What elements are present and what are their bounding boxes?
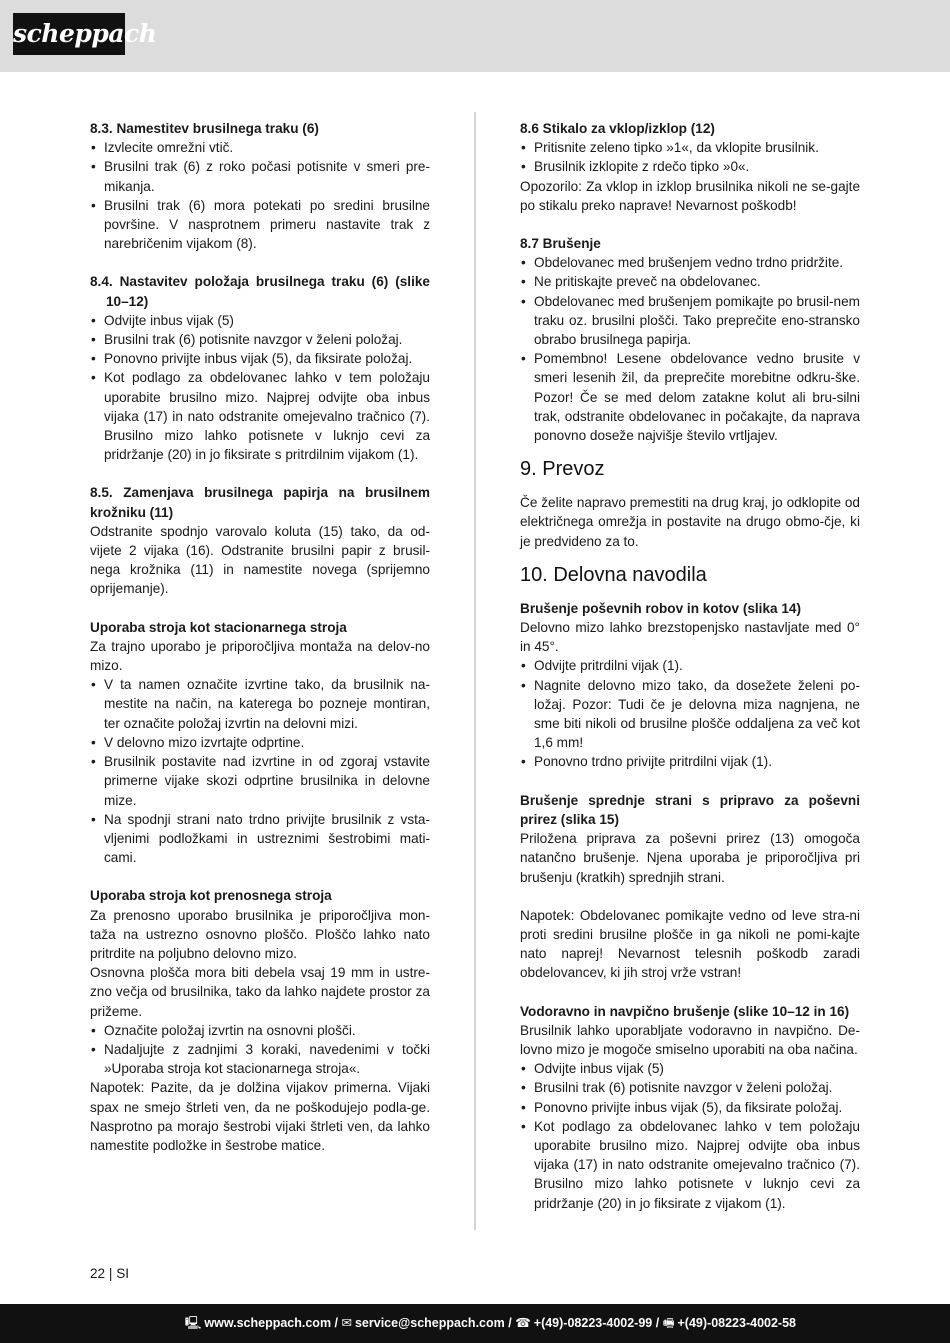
- list-item: • Obdelovanec med brušenjem vedno trdno pridržite.: [520, 253, 860, 272]
- section-8-7-list: [520, 253, 860, 445]
- list-item: • Odvijte pritrdilni vijak (1).: [520, 656, 860, 675]
- portable-use-note: Napotek: Pazite, da je dolžina vijakov primerna. Vijaki spax ne smejo štrleti ven, da ne poškodujejo podla-ge. Nasprotno pa morajo šestrobi vijaki štrleti ven, da lahko namestite podložke in šestrobe matice.: [90, 1080, 430, 1153]
- stationary-use-title: Uporaba stroja kot stacionarnega stroja: [90, 619, 347, 635]
- portable-use-title: Uporaba stroja kot prenosnega stroja: [90, 888, 332, 904]
- list-item: • Ponovno privijte inbus vijak (5), da fiksirate položaj.: [90, 349, 430, 368]
- section-8-5-title: 8.5. Zamenjava brusilnega papirja na brusilnem krožniku (11): [90, 485, 430, 520]
- brand-logo: scheppach: [13, 13, 125, 55]
- footer-bar: [0, 1304, 950, 1343]
- footer-fax: +(49)-08223-4002-58: [677, 1316, 796, 1330]
- page-number: 22 | SI: [90, 1266, 130, 1281]
- column-divider: [474, 112, 476, 1230]
- footer-email[interactable]: service@scheppach.com /: [354, 1316, 512, 1330]
- front-grinding-title: Brušenje sprednje strani s pripravo za poševni prirez (slika 15): [520, 792, 860, 827]
- section-8-3-title: 8.3. Namestitev brusilnega traku (6): [90, 121, 319, 136]
- left-column: [90, 119, 430, 1155]
- horizontal-vertical-list: [520, 1059, 860, 1213]
- stationary-use-text: Za trajno uporabo je priporočljiva montaža na delov-no mizo.: [90, 638, 430, 674]
- bevel-grinding-text: Delovno mizo lahko brezstopenjsko nastavljate med 0° in 45°.: [520, 620, 860, 655]
- section-8-6-list: [520, 138, 860, 176]
- portable-use-text-2: Osnovna plošča mora biti debela vsaj 19 mm in ustre-zno večja od brusilnika, tako da lahko najdete prostor za prižeme.: [90, 965, 430, 1019]
- list-item: • Kot podlago za obdelovanec lahko v tem položaju uporabite brusilno mizo. Najprej odvijte oba inbus vijaka (17) in nato odstranite omejevalno tračnico (7). Brusilno mizo lahko potisnete v luknjo cevi za pridržanje (20) in jo fiksirate s pritrdilnim vijakom (1).: [90, 368, 430, 464]
- section-10-heading: 10. Delovna navodila: [520, 563, 707, 586]
- list-item: • Pritisnite zeleno tipko »1«, da vklopite brusilnik.: [520, 138, 860, 157]
- computer-icon: 🖳︎: [184, 1316, 202, 1330]
- phone-icon: ☎︎: [515, 1316, 531, 1330]
- portable-use-text-1: Za prenosno uporabo brusilnika je priporočljiva mon-taža na ustrezno osnovno ploščo. Ploščo lahko nato pritrdite na poljubno delovno mizo.: [90, 907, 430, 961]
- front-grinding-text: Priložena priprava za poševni prirez (13) omogoča natančno brušenje. Njena uporaba je priporočljiva pri brušenju (kratkih) sprednjih strani.: [520, 831, 860, 885]
- list-item: • Brusilni trak (6) potisnite navzgor v želeni položaj.: [90, 330, 430, 349]
- list-item: • Odvijte inbus vijak (5): [520, 1059, 860, 1078]
- section-9-text: Če želite napravo premestiti na drug kraj, jo odklopite od električnega omrežja in postavite na drugo obmo-čje, ki je predvideno za to.: [520, 495, 860, 549]
- list-item: • Nagnite delovno mizo tako, da dosežete želeni po-ložaj. Pozor: Tudi če je delovna miza nagnjena, ne sme biti nikoli od brusilne plošče oddaljena za več kot 1,6 mm!: [520, 676, 860, 753]
- list-item: • Nadaljujte z zadnjimi 3 koraki, navedenimi v točki »Uporaba stroja kot stacionarnega stroja«.: [90, 1040, 430, 1078]
- fax-icon: 🖷︎: [662, 1316, 675, 1330]
- list-item: • Ne pritiskajte preveč na obdelovanec.: [520, 272, 860, 291]
- list-item: • Izvlecite omrežni vtič.: [90, 138, 430, 157]
- stationary-use-list: [90, 675, 430, 867]
- list-item: • Ponovno privijte inbus vijak (5), da fiksirate položaj.: [520, 1098, 860, 1117]
- section-8-6-title: 8.6 Stikalo za vklop/izklop (12): [520, 121, 715, 136]
- list-item: • Odvijte inbus vijak (5): [90, 311, 430, 330]
- list-item: • Brusilnik izklopite z rdečo tipko »0«.: [520, 157, 860, 176]
- list-item: • V ta namen označite izvrtine tako, da brusilnik na-mestite na način, na katerega bo pozneje montiran, ter označite položaj izvrtin na delovni mizi.: [90, 675, 430, 733]
- horizontal-vertical-text: Brusilnik lahko uporabljate vodoravno in navpično. De-lovno mizo je mogoče smiselno uporabiti na oba načina.: [520, 1022, 860, 1057]
- section-8-7-title: 8.7 Brušenje: [520, 236, 601, 252]
- portable-use-list: [90, 1021, 430, 1079]
- list-item: • Brusilnik postavite nad izvrtine in od zgoraj vstavite primerne vijake skozi odprtine brusilnika in delovne mize.: [90, 752, 430, 810]
- list-item: • Brusilni trak (6) z roko počasi potisnite v smeri pre-mikanja.: [90, 157, 430, 195]
- section-8-4-list: [90, 311, 430, 465]
- section-8-5-text: Odstranite spodnjo varovalo koluta (15) tako, da od-vijete 2 vijaka (16). Odstranite brusilni papir z brusil-nega krožnika (11) in namestite novega (sprijemno oprijemanje).: [90, 523, 430, 597]
- section-9-heading: 9. Prevoz: [520, 458, 605, 481]
- right-column: [520, 119, 860, 1213]
- mail-icon: ✉︎: [341, 1316, 352, 1330]
- footer-website[interactable]: www.scheppach.com /: [204, 1316, 339, 1330]
- list-item: • Ponovno trdno privijte pritrdilni vijak (1).: [520, 752, 860, 771]
- horizontal-vertical-title: Vodoravno in navpično brušenje (slike 10–12 in 16): [520, 1003, 850, 1019]
- list-item: • Brusilni trak (6) mora potekati po sredini brusilne površine. V nasprotnem primeru nastavite trak z narebričenim vijakom (8).: [90, 196, 430, 254]
- footer-phone: +(49)-08223-4002-99 /: [533, 1316, 660, 1330]
- header-bar: [0, 0, 950, 72]
- bevel-grinding-list: [520, 656, 860, 771]
- list-item: • Pomembno! Lesene obdelovance vedno brusite v smeri lesenih žil, da preprečite morebitne odkru-ške. Pozor! Če se med delom zatakne kolut ali bru-silni trak, odstranite obdelovanec in počakajte, da naprava ponovno doseže najvišje število vrtljajev.: [520, 349, 860, 445]
- list-item: • Označite položaj izvrtin na osnovni plošči.: [90, 1021, 430, 1040]
- list-item: • Obdelovanec med brušenjem pomikajte po brusil-nem traku oz. brusilni plošči. Tako preprečite eno-stransko obrabo brusilnega papirja.: [520, 292, 860, 350]
- bevel-grinding-title: Brušenje poševnih robov in kotov (slika 14): [520, 600, 802, 616]
- section-8-4-title: 8.4. Nastavitev položaja brusilnega traku (6) (slike 10–12): [90, 274, 430, 309]
- section-8-6-warning: Opozorilo: Za vklop in izklop brusilnika nikoli ne se-gajte po stikalu preko naprave! Nevarnost poškodb!: [520, 178, 860, 213]
- section-8-3-list: [90, 138, 430, 253]
- list-item: • Kot podlago za obdelovanec lahko v tem položaju uporabite brusilno mizo. Najprej odvijte oba inbus vijaka (17) in nato odstranite omejevalno tračnico (7). Brusilno mizo lahko potisnete v luknjo cevi za pridržanje (20) in jo fiksirate z vijakom (1).: [520, 1117, 860, 1213]
- front-grinding-note: Napotek: Obdelovanec pomikajte vedno od leve stra-ni proti sredini brusilne plošče in ga nikoli ne pomi-kajte nato naprej! Nevarnost telesnih poškodb zaradi obdelovancev, ki jih stroj vrže vstran!: [520, 907, 860, 981]
- list-item: • Na spodnji strani nato trdno privijte brusilnik z vsta-vljenimi podložkami in ustreznimi šestrobimi mati-cami.: [90, 810, 430, 868]
- list-item: • Brusilni trak (6) potisnite navzgor v želeni položaj.: [520, 1078, 860, 1097]
- list-item: • V delovno mizo izvrtajte odprtine.: [90, 733, 430, 752]
